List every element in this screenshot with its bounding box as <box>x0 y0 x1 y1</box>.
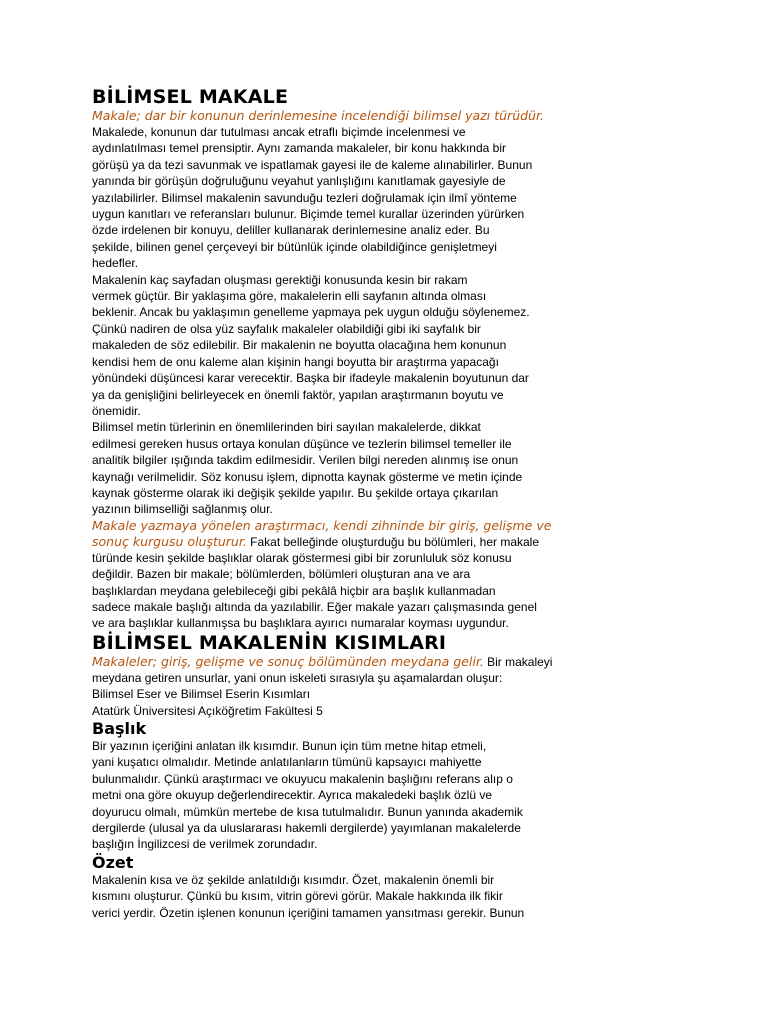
text-line: dergilerde (ulusal ya da uluslararası hakemli dergilerde) yayımlanan makalelerde <box>92 821 521 836</box>
text-line: makaleden de söz edilebilir. Bir makalenin ne boyutta olacağına hem konunun <box>92 338 507 353</box>
text-line: yani kuşatıcı olmalıdır. Metinde anlatılanların tümünü kapsayıcı mahiyette <box>92 755 482 770</box>
text-line: sadece makale başlığı altında da yazılabilir. Eğer makale yazarı çalışmasında genel <box>92 599 537 614</box>
paragraph-4 <box>92 550 632 632</box>
text-line: yazının bilimselliği sağlanmış olur. <box>92 502 273 517</box>
text-line: beklenir. Ancak bu yaklaşımın genelleme yapmaya pek uygun olduğu söylenemez. <box>92 305 530 320</box>
text-line: vermek güçtür. Bir yaklaşıma göre, makalelerin elli sayfanın altında olması <box>92 289 487 304</box>
body-text: Bir makaleyi <box>483 654 553 669</box>
text-line: yönündeki düşüncesi karar verecektir. Başka bir ifadeyle makalenin boyutunun dar <box>92 371 529 386</box>
text-line: analitik bilgiler ışığında takdim edilmesidir. Verilen bilgi nereden alınmış ise onun <box>92 453 519 468</box>
text-line: yazılabilirler. Bilimsel makalenin savunduğu tezleri doğrulamak için ilmî yönteme <box>92 190 517 205</box>
paragraph-1 <box>92 124 632 272</box>
text-line: Çünkü nadiren de olsa yüz sayfalık makaleler olabildiği gibi iki sayfalık bir <box>92 321 481 336</box>
lead-research-end: sonuç kurgusu oluşturur. <box>92 533 247 549</box>
text-line: Bir yazının içeriğini anlatan ilk kısımdır. Bunun için tüm metne hitap etmeli, <box>92 739 487 753</box>
text-line: edilmesi gereken husus ortaya konulan düşünce ve tezlerin bilimsel temeller ile <box>92 436 512 451</box>
body-text: Fakat belleğinde oluşturduğu bu bölümleri, her makale <box>246 534 539 549</box>
text-line: önemidir. <box>92 403 141 418</box>
text-line: başlığın İngilizcesi de verilmek zorundadır. <box>92 837 318 852</box>
text-line: kısmını oluşturur. Çünkü bu kısım, vitrin görevi görür. Makale hakkında ilk fikir <box>92 889 503 904</box>
mixed-line <box>92 534 632 550</box>
heading-ozet: Özet <box>92 852 134 872</box>
text-line: aydınlatılması temel prensiptir. Aynı zamanda makaleler, bir konu hakkında bir <box>92 141 506 156</box>
text-line: Bilimsel Eser ve Bilimsel Eserin Kısımları <box>92 687 311 702</box>
text-line: görüşü ya da tezi savunmak ve ispatlamak gayesi ile de kaleme alınabilirler. Bunun <box>92 157 533 172</box>
section-title: BİLİMSEL MAKALENİN KISIMLARI <box>92 631 447 654</box>
text-line: uygun kanıtları ve referansları bulunur. Biçimde temel kurallar üzerinden yürürken <box>92 207 525 222</box>
paragraph-6 <box>92 738 632 853</box>
text-line: bulunmalıdır. Çünkü araştırmacı ve okuyucu makalenin başlığını referans alıp o <box>92 771 513 786</box>
text-line: meydana getiren unsurlar, yani onun iskeleti sırasıyla şu aşamalardan oluşur: <box>92 670 503 685</box>
lead-research: Makale yazmaya yönelen araştırmacı, kendi zihninde bir giriş, gelişme ve <box>92 517 552 533</box>
heading-baslik: Başlık <box>92 719 147 738</box>
lead-definition: Makale; dar bir konunun derinlemesine incelendiği bilimsel yazı türüdür. <box>92 108 544 123</box>
text-line: Makalenin kısa ve öz şekilde anlatıldığı kısımdır. Özet, makalenin önemli bir <box>92 872 495 887</box>
text-line: şekilde, bilinen genel çerçeveyi bir bütünlük içinde olabildiğince genişletmeyi <box>92 239 497 254</box>
document-body <box>92 86 632 921</box>
text-line: metni ona göre okuyup değerlendirecektir. Ayrıca makaledeki başlık özlü ve <box>92 788 493 803</box>
paragraph-3 <box>92 419 632 517</box>
text-line: ve ara başlıklar kullanmışsa bu başlıklara ayırıcı numaralar koyması uygundur. <box>92 616 509 631</box>
paragraph-5 <box>92 670 632 719</box>
text-line: doyurucu olmalı, mümkün mertebe de kısa tutulmalıdır. Bunun yanında akademik <box>92 804 523 819</box>
paragraph-7 <box>92 872 632 921</box>
page-title: BİLİMSEL MAKALE <box>92 86 289 108</box>
text-line: Atatürk Üniversitesi Açıköğretim Fakültesi 5 <box>92 703 323 718</box>
text-line: kendisi hem de onu kaleme alan kişinin hangi boyutta bir araştırma yapacağı <box>92 354 499 369</box>
text-line: verici yerdir. Özetin işlenen konunun içeriğini tamamen yansıtması gerekir. Bunun <box>92 905 525 920</box>
text-line: Makalede, konunun dar tutulması ancak etraflı biçimde incelenmesi ve <box>92 125 466 139</box>
lead-parts: Makaleler; giriş, gelişme ve sonuç bölümünden meydana gelir. <box>92 653 484 669</box>
text-line: başlıklardan meydana gelebileceği gibi pekâlâ hiçbir ara başlık kullanmadan <box>92 583 496 598</box>
text-line: hedefler. <box>92 256 139 271</box>
text-line: kaynak gösterme olarak iki değişik şekilde yapılır. Bu şekilde ortaya çıkarılan <box>92 485 499 500</box>
mixed-line <box>92 654 632 670</box>
text-line: ya da genişliğini belirleyecek en önemli faktör, yapılan araştırmanın boyutu ve <box>92 387 504 402</box>
text-line: kaynağı verilmelidir. Söz konusu işlem, dipnotta kaynak gösterme ve metin içinde <box>92 469 523 484</box>
text-line: değildir. Bazen bir makale; bölümlerden, bölümleri oluşturan ana ve ara <box>92 567 471 582</box>
text-line: Makalenin kaç sayfadan oluşması gerektiği konusunda kesin bir rakam <box>92 272 468 287</box>
text-line: yanında bir görüşün doğruluğunu veyahut yanlışlığını kanıtlamak gayesiyle de <box>92 174 506 189</box>
paragraph-2 <box>92 272 632 420</box>
text-line: türünde kesin şekilde başlıklar olarak göstermesi gibi bir zorunluluk söz konusu <box>92 550 512 565</box>
text-line: Bilimsel metin türlerinin en önemlilerinden biri sayılan makalelerde, dikkat <box>92 420 481 435</box>
text-line: özde irdelenen bir konuyu, deliller kullanarak derinlemesine analiz eder. Bu <box>92 223 490 238</box>
